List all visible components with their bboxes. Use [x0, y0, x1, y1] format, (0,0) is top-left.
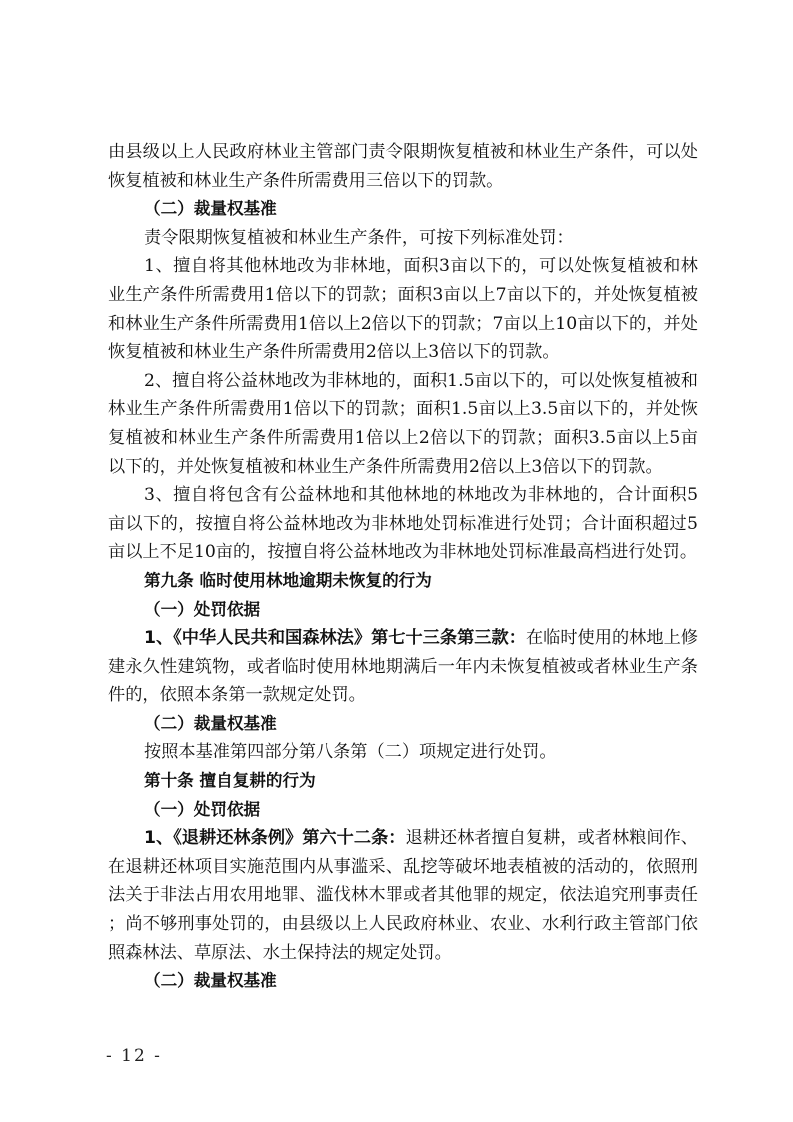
document-body — [108, 138, 698, 996]
page-number: - 12 - — [106, 1046, 162, 1066]
paragraph-penalty-continuation: 由县级以上人民政府林业主管部门责令限期恢复植被和林业生产条件，可以处恢复植被和林业生产条件所需费用三倍以下的罚款。 — [108, 142, 698, 191]
heading-discretion-standard-2: （二）裁量权基准 — [144, 713, 277, 733]
paragraph-standard-intro: 责令限期恢复植被和林业生产条件，可按下列标准处罚： — [144, 227, 574, 248]
paragraph-refer-article-8: 按照本基准第四部分第八条第（二）项规定进行处罚。 — [144, 742, 557, 763]
heading-article-10: 第十条 擅自复耕的行为 — [144, 771, 316, 791]
paragraph-item-3-mixed-forest-land: 3、擅自将包含有公益林地和其他林地的林地改为非林地的，合计面积5亩以下的，按擅自将公益林地改为非林地处罚标准进行处罚；合计面积超过5亩以上不足10亩的，按擅自将公益林地改为非林地处罚标准最高档进行处罚。 — [108, 485, 698, 563]
law-clause-text: 在临时使用的林地上修建永久性建筑物，或者临时使用林地期满后一年内未恢复植被或者林业生产条件的，依照本条第一款规定处罚。 — [108, 628, 698, 706]
heading-article-9: 第九条 临时使用林地逾期未恢复的行为 — [144, 570, 432, 590]
regulation-citation: 1、《退耕还林条例》第六十二条： — [144, 828, 406, 849]
paragraph-item-1-other-forest-land: 1、擅自将其他林地改为非林地，面积3亩以下的，可以处恢复植被和林业生产条件所需费用1倍以下的罚款；面积3亩以上7亩以下的，并处恢复植被和林业生产条件所需费用1倍以上2倍以下的罚款；7亩以上10亩以下的，并处恢复植被和林业生产条件所需费用2倍以上3倍以下的罚款。 — [108, 256, 698, 363]
paragraph-regulation-clause — [108, 824, 698, 967]
paragraph-item-2-public-forest-land: 2、擅自将公益林地改为非林地的，面积1.5亩以下的，可以处恢复植被和林业生产条件所需费用1倍以下的罚款；面积1.5亩以上3.5亩以下的，并处恢复植被和林业生产条件所需费用1倍以上2倍以下的罚款；面积3.5亩以上5亩以下的，并处恢复植被和林业生产条件所需费用2倍以上3倍以下的罚款。 — [108, 370, 698, 477]
heading-penalty-basis-2: （一）处罚依据 — [144, 799, 261, 819]
heading-discretion-standard-3: （二）裁量权基准 — [144, 971, 277, 991]
paragraph-forest-law-clause — [108, 624, 698, 710]
regulation-clause-text: 退耕还林者擅自复耕，或者林粮间作、在退耕还林项目实施范围内从事滥采、乱挖等破坏地表植被的活动的，依照刑法关于非法占用农用地罪、滥伐林木罪或者其他罪的规定，依法追究刑事责任；尚不够刑事处罚的，由县级以上人民政府林业、农业、水利行政主管部门依照森林法、草原法、水土保持法的规定处罚。 — [108, 828, 698, 963]
heading-penalty-basis: （一）处罚依据 — [144, 599, 261, 619]
law-citation: 1、《中华人民共和国森林法》第七十三条第三款： — [144, 628, 526, 649]
heading-discretion-standard: （二）裁量权基准 — [144, 199, 277, 219]
